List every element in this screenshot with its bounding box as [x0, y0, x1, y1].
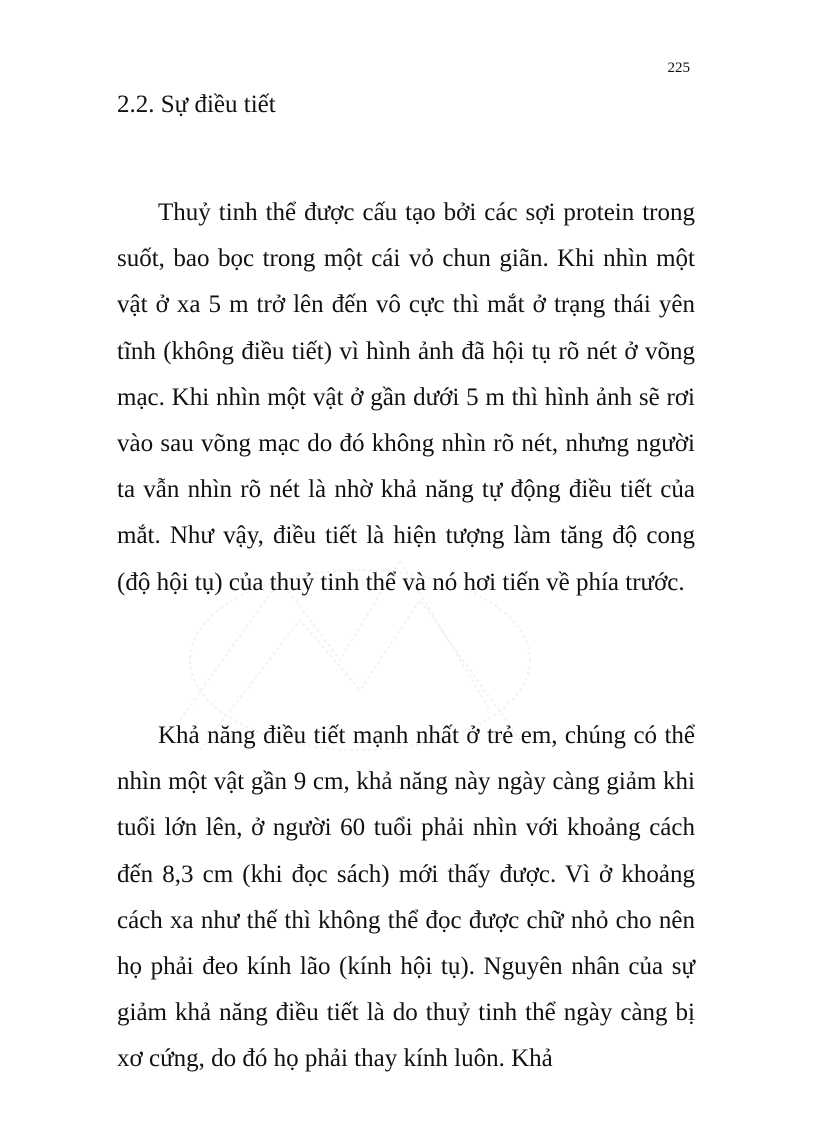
section-heading: 2.2. Sự điều tiết [117, 91, 276, 118]
body-paragraph: Thuỷ tinh thể được cấu tạo bởi các sợi protein trong suốt, bao bọc trong một cái vỏ chun giãn. Khi nhìn một vật ở xa 5 m trở lên đến vô cực thì mắt ở trạng thái yên tĩnh (không điều tiết) vì hình ảnh đã hội tụ rõ nét ở võng mạc. Khi nhìn một vật ở gần dưới 5 m thì hình ảnh sẽ rơi vào sau võng mạc do đó không nhìn rõ nét, nhưng người ta vẫn nhìn rõ nét là nhờ khả năng tự động điều tiết của mắt. Như vậy, điều tiết là hiện tượng làm tăng độ cong (độ hội tụ) của thuỷ tinh thể và nó hơi tiến về phía trước. [117, 199, 695, 596]
page-number: 225 [667, 60, 690, 76]
body-paragraph: Khả năng điều tiết mạnh nhất ở trẻ em, chúng có thể nhìn một vật gần 9 cm, khả năng này ngày càng giảm khi tuổi lớn lên, ở người 60 tuổi phải nhìn với khoảng cách đến 8,3 cm (khi đọc sách) mới thấy được. Vì ở khoảng cách xa như thế thì không thể đọc được chữ nhỏ cho nên họ phải đeo kính lão (kính hội tụ). Nguyên nhân của sự giảm khả năng điều tiết là do thuỷ tinh thể ngày càng bị xơ cứng, do đó họ phải thay kính luôn. Khả [117, 722, 695, 1073]
